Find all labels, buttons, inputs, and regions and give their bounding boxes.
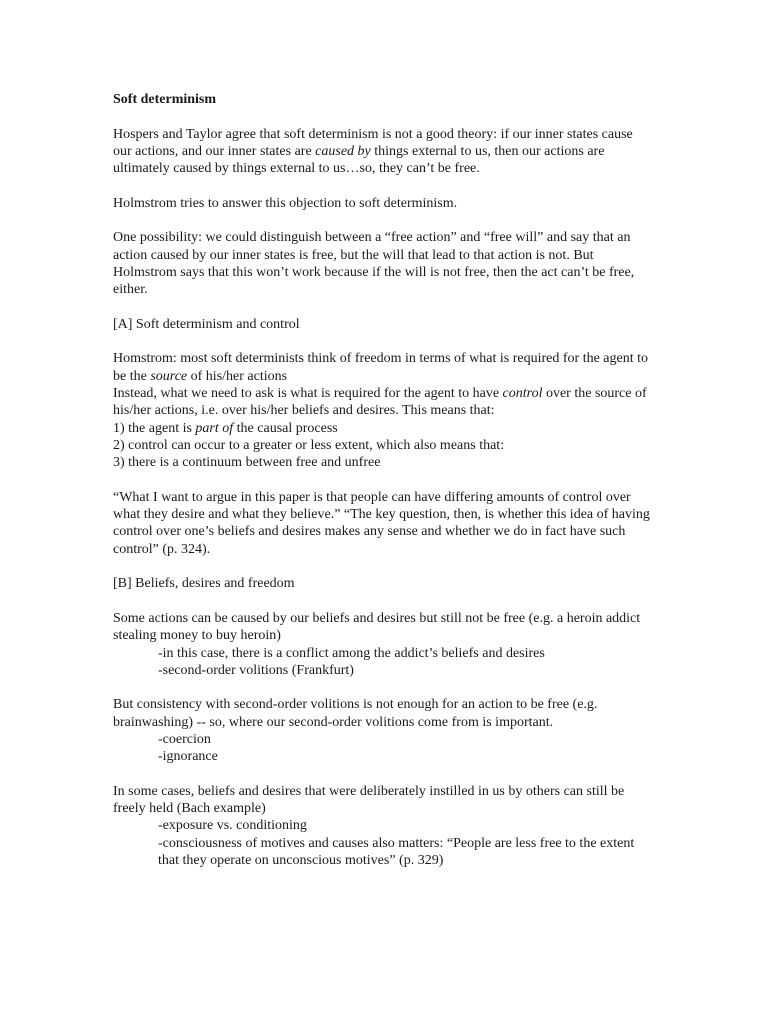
document-title: Soft determinism: [113, 92, 217, 107]
section-heading-a: [A] Soft determinism and control: [113, 316, 300, 332]
section-a-body: [113, 350, 653, 471]
emphasis-text: control: [502, 386, 543, 402]
paragraph-text: Hospers and Taylor agree that soft determinism is not a good theory: if our inner states cause our actions, and our inner states are: [113, 126, 633, 159]
section-b-paragraph-2: But consistency with second-order volitions is not enough for an action to be free (e.g. brainwashing) -- so, where our second-order volitions come from is important. -coercion -ignorance: [113, 696, 653, 765]
numbered-item: 1) the agent is part of the causal process: [113, 420, 338, 436]
numbered-item: 2) control can occur to a greater or less extent, which also means that:: [113, 437, 505, 453]
indented-item: -in this case, there is a conflict among the addict’s beliefs and desires: [158, 645, 545, 661]
paragraph-holmstrom: Holmstrom tries to answer this objection to soft determinism.: [113, 195, 458, 211]
quotation-paragraph: “What I want to argue in this paper is that people can have differing amounts of control over what they desire and what they believe.” “The key question, then, is whether this idea of having control over one’s beliefs and desires makes any sense and whether we do in fact have such control” (p. 324).: [113, 489, 650, 557]
numbered-item: 3) there is a continuum between free and unfree: [113, 455, 381, 471]
section-a-line: Homstrom: most soft determinists think of freedom in terms of what is required for the agent to be the source of his/her actions: [113, 351, 649, 384]
indented-item: -consciousness of motives and causes also matters: “People are less free to the extent that they operate on unconscious motives” (p. 329): [158, 835, 635, 869]
paragraph-possibility: One possibility: we could distinguish between a “free action” and “free will” and say that an action caused by our inner states is free, but the will that lead to that action is not. But Holmstrom says that this won’t work because if the will is not free, then the act can’t be free, either.: [113, 230, 635, 298]
indented-item: -exposure vs. conditioning: [158, 818, 307, 834]
indented-item: -ignorance: [158, 749, 218, 765]
paragraph-hospers-taylor: [113, 126, 653, 178]
emphasis-text: source: [150, 368, 188, 384]
section-a-line: Instead, what we need to ask is what is required for the agent to have control over the source of his/her actions, i.e. over his/her beliefs and desires. This means that:: [113, 386, 647, 419]
indented-item: -second-order volitions (Frankfurt): [158, 662, 354, 678]
section-b-paragraph-3: In some cases, beliefs and desires that were deliberately instilled in us by others can still be freely held (Bach example) -exposure vs. conditioning -consciousness of motives and causes also matters: “People are less free to the extent that they operate on unconscious motives” (p. 329): [113, 783, 653, 869]
indented-item: -coercion: [158, 731, 211, 747]
emphasis-text: caused by: [315, 143, 371, 159]
paragraph-text: things external to us, then our actions are ultimately caused by things external to us…so, they can’t be free.: [113, 143, 605, 177]
section-b-paragraph-1: Some actions can be caused by our beliefs and desires but still not be free (e.g. a heroin addict stealing money to buy heroin) -in this case, there is a conflict among the addict’s beliefs and desires -second-order volitions (Frankfurt): [113, 610, 653, 679]
document-page: [113, 91, 653, 887]
section-heading-b: [B] Beliefs, desires and freedom: [113, 576, 295, 592]
emphasis-text: part of: [195, 420, 234, 436]
